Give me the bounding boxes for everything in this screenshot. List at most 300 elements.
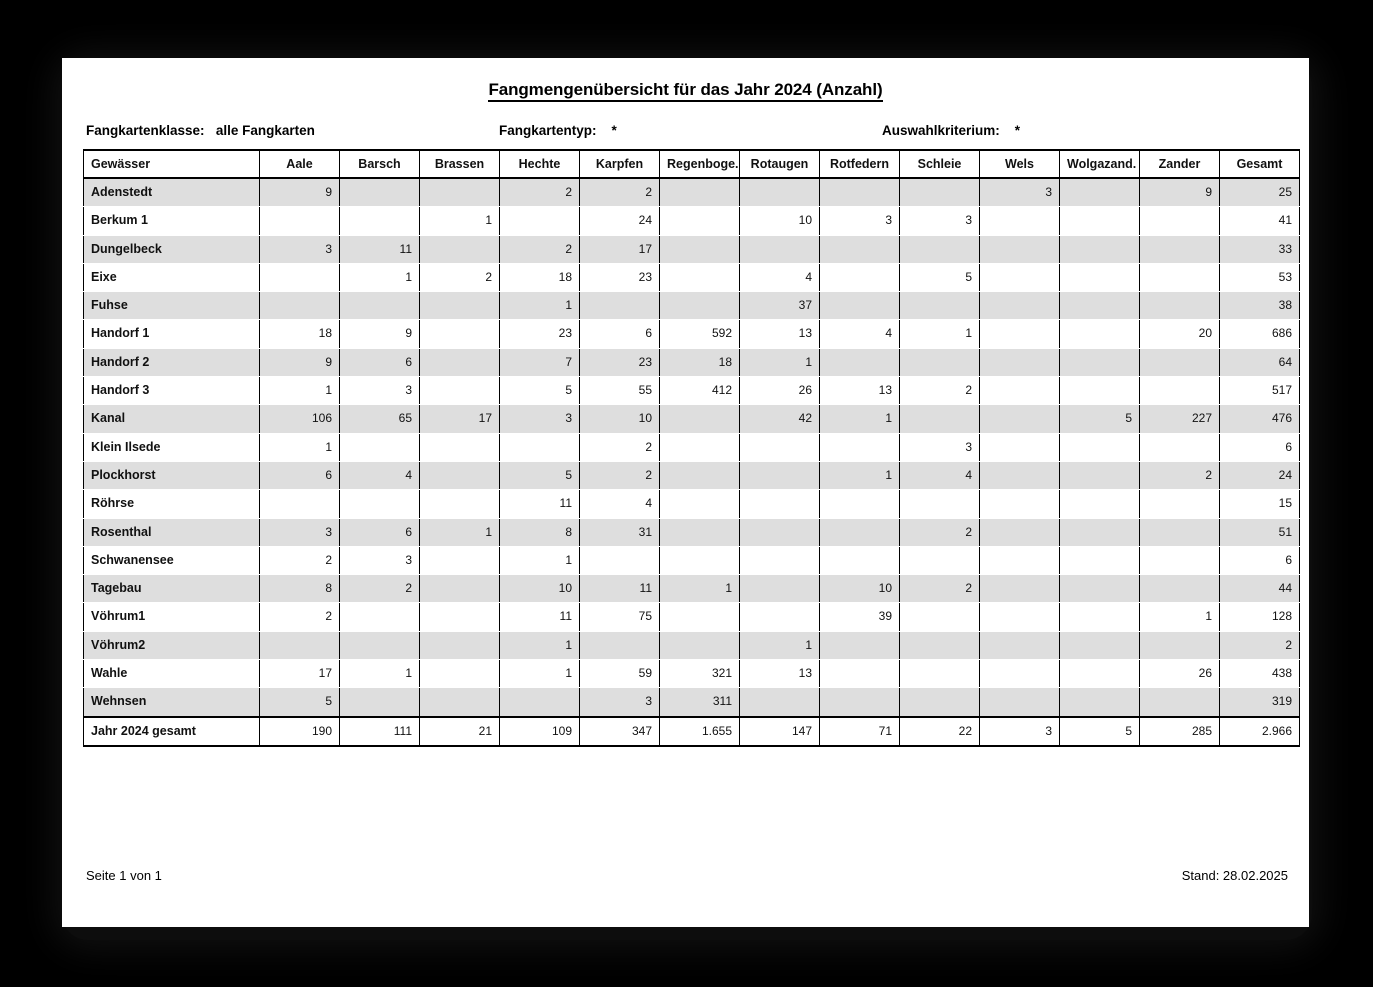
cell-value: 412 <box>660 377 740 405</box>
cell-value: 311 <box>660 688 740 717</box>
cell-value <box>980 688 1060 717</box>
cell-value: 1 <box>1140 603 1220 631</box>
table-header-row <box>84 150 1300 178</box>
cell-value <box>340 433 420 461</box>
table-row <box>84 433 1300 461</box>
cell-value <box>500 688 580 717</box>
column-header-regenboge: Regenboge. <box>660 150 740 178</box>
cell-value <box>980 405 1060 433</box>
cell-value: 20 <box>1140 320 1220 348</box>
cell-value: 106 <box>260 405 340 433</box>
cell-value: 1 <box>500 546 580 574</box>
cell-value <box>660 631 740 659</box>
cell-value <box>260 207 340 235</box>
cell-value <box>1060 660 1140 688</box>
page-title-text: Fangmengenübersicht für das Jahr 2024 (Anzahl) <box>488 80 882 102</box>
cell-value <box>1060 348 1140 376</box>
cell-value: 17 <box>580 235 660 263</box>
cell-value <box>900 490 980 518</box>
cell-value <box>820 631 900 659</box>
cell-value: 5 <box>260 688 340 717</box>
cell-value <box>660 546 740 574</box>
table-row <box>84 660 1300 688</box>
cell-value: 227 <box>1140 405 1220 433</box>
cell-value: 128 <box>1220 603 1300 631</box>
cell-value: 11 <box>580 575 660 603</box>
cell-value <box>900 603 980 631</box>
cell-value: 438 <box>1220 660 1300 688</box>
cell-value: 2 <box>580 433 660 461</box>
cell-value: 4 <box>740 263 820 291</box>
cell-value: 6 <box>340 348 420 376</box>
cell-value <box>740 575 820 603</box>
cell-value: 5 <box>500 461 580 489</box>
cell-value: 2 <box>580 178 660 207</box>
cell-value: 17 <box>260 660 340 688</box>
cell-value: 5 <box>900 263 980 291</box>
cell-value: 4 <box>340 461 420 489</box>
cell-value: 1 <box>260 377 340 405</box>
cell-value: 7 <box>500 348 580 376</box>
cell-value <box>980 320 1060 348</box>
cell-value: 17 <box>420 405 500 433</box>
cell-value <box>1140 518 1220 546</box>
cell-value <box>980 603 1060 631</box>
cell-value: 13 <box>820 377 900 405</box>
table-row <box>84 518 1300 546</box>
cell-value: 23 <box>500 320 580 348</box>
cell-value: 8 <box>260 575 340 603</box>
cell-value: 18 <box>260 320 340 348</box>
cell-value: 18 <box>660 348 740 376</box>
cell-value <box>1140 433 1220 461</box>
cell-value <box>900 546 980 574</box>
cell-value: 9 <box>260 178 340 207</box>
cell-value <box>1060 575 1140 603</box>
cell-value <box>420 660 500 688</box>
cell-value <box>260 263 340 291</box>
filter-fangkartenklasse-label: Fangkartenklasse: <box>86 123 205 138</box>
report-filters <box>62 123 1309 143</box>
cell-value <box>660 263 740 291</box>
cell-value <box>1060 490 1140 518</box>
report-page <box>62 58 1309 927</box>
cell-value: 3 <box>340 377 420 405</box>
cell-value: 1 <box>420 207 500 235</box>
cell-value <box>740 688 820 717</box>
row-label: Rosenthal <box>84 518 260 546</box>
cell-value <box>820 348 900 376</box>
cell-value <box>420 320 500 348</box>
cell-value <box>1060 433 1140 461</box>
cell-value <box>420 546 500 574</box>
row-label: Handorf 1 <box>84 320 260 348</box>
cell-value <box>900 292 980 320</box>
cell-value <box>260 631 340 659</box>
cell-value <box>420 631 500 659</box>
cell-value: 51 <box>1220 518 1300 546</box>
filter-auswahlkriterium <box>882 123 1020 138</box>
cell-value: 3 <box>340 546 420 574</box>
total-cell-value: 109 <box>500 717 580 746</box>
cell-value <box>340 207 420 235</box>
cell-value: 1 <box>820 405 900 433</box>
cell-value <box>820 263 900 291</box>
total-cell-value: 3 <box>980 717 1060 746</box>
cell-value <box>1140 631 1220 659</box>
total-cell-value: 71 <box>820 717 900 746</box>
cell-value: 2 <box>420 263 500 291</box>
cell-value: 15 <box>1220 490 1300 518</box>
page-footer <box>62 868 1309 888</box>
cell-value <box>420 377 500 405</box>
filter-fangkartenklasse <box>86 123 315 138</box>
row-label: Handorf 2 <box>84 348 260 376</box>
cell-value <box>1140 235 1220 263</box>
cell-value: 1 <box>500 660 580 688</box>
cell-value <box>980 235 1060 263</box>
cell-value: 517 <box>1220 377 1300 405</box>
cell-value: 10 <box>500 575 580 603</box>
cell-value <box>660 461 740 489</box>
cell-value <box>660 490 740 518</box>
cell-value <box>500 207 580 235</box>
total-cell-value: 347 <box>580 717 660 746</box>
cell-value: 2 <box>900 575 980 603</box>
cell-value <box>340 178 420 207</box>
cell-value: 6 <box>580 320 660 348</box>
cell-value: 2 <box>1220 631 1300 659</box>
footer-stand-date: Stand: 28.02.2025 <box>1181 868 1288 883</box>
total-cell-value: 111 <box>340 717 420 746</box>
table-body <box>84 178 1300 746</box>
table-row <box>84 575 1300 603</box>
cell-value <box>980 207 1060 235</box>
filter-fangkartentyp-label: Fangkartentyp: <box>499 123 597 138</box>
row-label: Fuhse <box>84 292 260 320</box>
cell-value: 1 <box>260 433 340 461</box>
cell-value <box>980 518 1060 546</box>
cell-value <box>260 292 340 320</box>
cell-value: 26 <box>1140 660 1220 688</box>
table-header <box>84 150 1300 178</box>
row-label: Dungelbeck <box>84 235 260 263</box>
cell-value <box>900 178 980 207</box>
cell-value: 9 <box>340 320 420 348</box>
cell-value: 1 <box>740 348 820 376</box>
cell-value: 23 <box>580 348 660 376</box>
cell-value: 24 <box>580 207 660 235</box>
total-row-label: Jahr 2024 gesamt <box>84 717 260 746</box>
cell-value <box>740 518 820 546</box>
cell-value: 3 <box>900 433 980 461</box>
cell-value <box>1060 603 1140 631</box>
cell-value <box>420 235 500 263</box>
cell-value <box>420 603 500 631</box>
column-header-wels: Wels <box>980 150 1060 178</box>
total-cell-value: 2.966 <box>1220 717 1300 746</box>
cell-value: 59 <box>580 660 660 688</box>
cell-value <box>740 461 820 489</box>
cell-value <box>980 631 1060 659</box>
cell-value <box>1140 575 1220 603</box>
filter-auswahlkriterium-label: Auswahlkriterium: <box>882 123 1000 138</box>
cell-value <box>1060 263 1140 291</box>
cell-value: 1 <box>500 631 580 659</box>
cell-value: 25 <box>1220 178 1300 207</box>
cell-value <box>340 603 420 631</box>
cell-value: 13 <box>740 320 820 348</box>
row-label: Klein Ilsede <box>84 433 260 461</box>
cell-value: 10 <box>740 207 820 235</box>
cell-value: 2 <box>1140 461 1220 489</box>
cell-value: 75 <box>580 603 660 631</box>
row-label: Wehnsen <box>84 688 260 717</box>
cell-value: 13 <box>740 660 820 688</box>
table-row <box>84 603 1300 631</box>
cell-value: 44 <box>1220 575 1300 603</box>
total-cell-value: 285 <box>1140 717 1220 746</box>
cell-value <box>340 292 420 320</box>
row-label: Vöhrum1 <box>84 603 260 631</box>
cell-value <box>1060 178 1140 207</box>
page-title <box>62 80 1309 100</box>
row-label: Adenstedt <box>84 178 260 207</box>
cell-value <box>740 546 820 574</box>
cell-value: 26 <box>740 377 820 405</box>
cell-value: 64 <box>1220 348 1300 376</box>
cell-value: 31 <box>580 518 660 546</box>
cell-value <box>420 575 500 603</box>
cell-value: 5 <box>500 377 580 405</box>
cell-value: 3 <box>820 207 900 235</box>
cell-value <box>740 235 820 263</box>
cell-value <box>1140 263 1220 291</box>
row-label: Röhrse <box>84 490 260 518</box>
cell-value <box>660 178 740 207</box>
row-label: Tagebau <box>84 575 260 603</box>
cell-value <box>580 631 660 659</box>
table-row <box>84 348 1300 376</box>
cell-value <box>660 292 740 320</box>
cell-value <box>980 292 1060 320</box>
cell-value <box>820 490 900 518</box>
column-header-wolgazand: Wolgazand. <box>1060 150 1140 178</box>
cell-value <box>900 405 980 433</box>
cell-value <box>980 575 1060 603</box>
cell-value: 1 <box>820 461 900 489</box>
cell-value: 55 <box>580 377 660 405</box>
row-label: Handorf 3 <box>84 377 260 405</box>
cell-value <box>340 631 420 659</box>
total-cell-value: 5 <box>1060 717 1140 746</box>
cell-value <box>820 292 900 320</box>
table-row <box>84 235 1300 263</box>
cell-value <box>420 688 500 717</box>
cell-value <box>740 178 820 207</box>
cell-value <box>740 433 820 461</box>
cell-value: 2 <box>500 178 580 207</box>
cell-value: 2 <box>340 575 420 603</box>
row-label: Wahle <box>84 660 260 688</box>
cell-value <box>900 688 980 717</box>
cell-value: 41 <box>1220 207 1300 235</box>
table-total-row <box>84 717 1300 746</box>
cell-value <box>1060 688 1140 717</box>
cell-value <box>980 433 1060 461</box>
cell-value: 2 <box>260 603 340 631</box>
cell-value <box>900 631 980 659</box>
cell-value <box>500 433 580 461</box>
cell-value <box>1140 292 1220 320</box>
cell-value: 4 <box>580 490 660 518</box>
cell-value <box>740 490 820 518</box>
cell-value <box>1140 377 1220 405</box>
cell-value <box>660 518 740 546</box>
cell-value <box>820 688 900 717</box>
total-cell-value: 1.655 <box>660 717 740 746</box>
cell-value <box>980 546 1060 574</box>
total-cell-value: 21 <box>420 717 500 746</box>
cell-value <box>740 603 820 631</box>
cell-value: 1 <box>660 575 740 603</box>
table-row <box>84 461 1300 489</box>
cell-value: 5 <box>1060 405 1140 433</box>
cell-value <box>1140 348 1220 376</box>
cell-value: 3 <box>260 518 340 546</box>
cell-value: 2 <box>900 518 980 546</box>
cell-value: 592 <box>660 320 740 348</box>
cell-value: 18 <box>500 263 580 291</box>
cell-value <box>580 292 660 320</box>
cell-value: 1 <box>740 631 820 659</box>
filter-fangkartentyp <box>499 123 617 138</box>
cell-value: 8 <box>500 518 580 546</box>
row-label: Berkum 1 <box>84 207 260 235</box>
cell-value <box>420 490 500 518</box>
cell-value <box>820 660 900 688</box>
cell-value: 9 <box>1140 178 1220 207</box>
total-cell-value: 147 <box>740 717 820 746</box>
table-row <box>84 546 1300 574</box>
catch-table-container <box>83 149 1290 747</box>
cell-value: 39 <box>820 603 900 631</box>
cell-value <box>1060 546 1140 574</box>
cell-value <box>980 348 1060 376</box>
cell-value: 1 <box>500 292 580 320</box>
cell-value: 6 <box>1220 433 1300 461</box>
column-header-rotfedern: Rotfedern <box>820 150 900 178</box>
cell-value <box>1060 235 1140 263</box>
cell-value <box>420 178 500 207</box>
column-header-brassen: Brassen <box>420 150 500 178</box>
cell-value: 2 <box>580 461 660 489</box>
cell-value <box>420 461 500 489</box>
cell-value <box>260 490 340 518</box>
cell-value: 3 <box>260 235 340 263</box>
cell-value: 9 <box>260 348 340 376</box>
footer-page-number: Seite 1 von 1 <box>86 868 162 883</box>
cell-value <box>1060 292 1140 320</box>
cell-value <box>1140 207 1220 235</box>
column-header-hechte: Hechte <box>500 150 580 178</box>
cell-value <box>980 660 1060 688</box>
cell-value <box>580 546 660 574</box>
cell-value <box>900 348 980 376</box>
column-header-barsch: Barsch <box>340 150 420 178</box>
cell-value <box>420 433 500 461</box>
cell-value <box>420 292 500 320</box>
cell-value <box>980 461 1060 489</box>
cell-value: 4 <box>820 320 900 348</box>
cell-value <box>660 603 740 631</box>
cell-value: 11 <box>500 490 580 518</box>
cell-value: 65 <box>340 405 420 433</box>
cell-value <box>980 490 1060 518</box>
table-row <box>84 631 1300 659</box>
table-row <box>84 320 1300 348</box>
cell-value: 476 <box>1220 405 1300 433</box>
cell-value: 33 <box>1220 235 1300 263</box>
cell-value <box>660 405 740 433</box>
cell-value: 1 <box>420 518 500 546</box>
total-cell-value: 22 <box>900 717 980 746</box>
filter-fangkartenklasse-value: alle Fangkarten <box>215 123 315 138</box>
cell-value: 319 <box>1220 688 1300 717</box>
cell-value <box>820 433 900 461</box>
table-row <box>84 263 1300 291</box>
cell-value: 2 <box>260 546 340 574</box>
cell-value <box>1060 631 1140 659</box>
cell-value <box>1060 461 1140 489</box>
catch-quantity-table <box>83 149 1300 747</box>
cell-value: 1 <box>900 320 980 348</box>
cell-value <box>1060 377 1140 405</box>
cell-value <box>1140 546 1220 574</box>
cell-value: 37 <box>740 292 820 320</box>
column-header-rotaugen: Rotaugen <box>740 150 820 178</box>
cell-value: 11 <box>340 235 420 263</box>
cell-value: 10 <box>580 405 660 433</box>
cell-value <box>900 235 980 263</box>
cell-value <box>820 518 900 546</box>
column-header-schleie: Schleie <box>900 150 980 178</box>
cell-value: 11 <box>500 603 580 631</box>
cell-value: 1 <box>340 660 420 688</box>
cell-value <box>660 235 740 263</box>
cell-value: 6 <box>260 461 340 489</box>
cell-value <box>1060 518 1140 546</box>
column-header-zander: Zander <box>1140 150 1220 178</box>
cell-value <box>820 546 900 574</box>
cell-value: 3 <box>500 405 580 433</box>
table-row <box>84 490 1300 518</box>
cell-value <box>980 263 1060 291</box>
row-label: Vöhrum2 <box>84 631 260 659</box>
row-label: Kanal <box>84 405 260 433</box>
cell-value: 2 <box>500 235 580 263</box>
cell-value: 24 <box>1220 461 1300 489</box>
cell-value <box>1060 320 1140 348</box>
cell-value <box>660 207 740 235</box>
filter-auswahlkriterium-value: * <box>1014 123 1021 138</box>
cell-value: 3 <box>900 207 980 235</box>
cell-value: 321 <box>660 660 740 688</box>
table-row <box>84 207 1300 235</box>
filter-fangkartentyp-value: * <box>611 123 617 138</box>
cell-value: 38 <box>1220 292 1300 320</box>
cell-value: 4 <box>900 461 980 489</box>
